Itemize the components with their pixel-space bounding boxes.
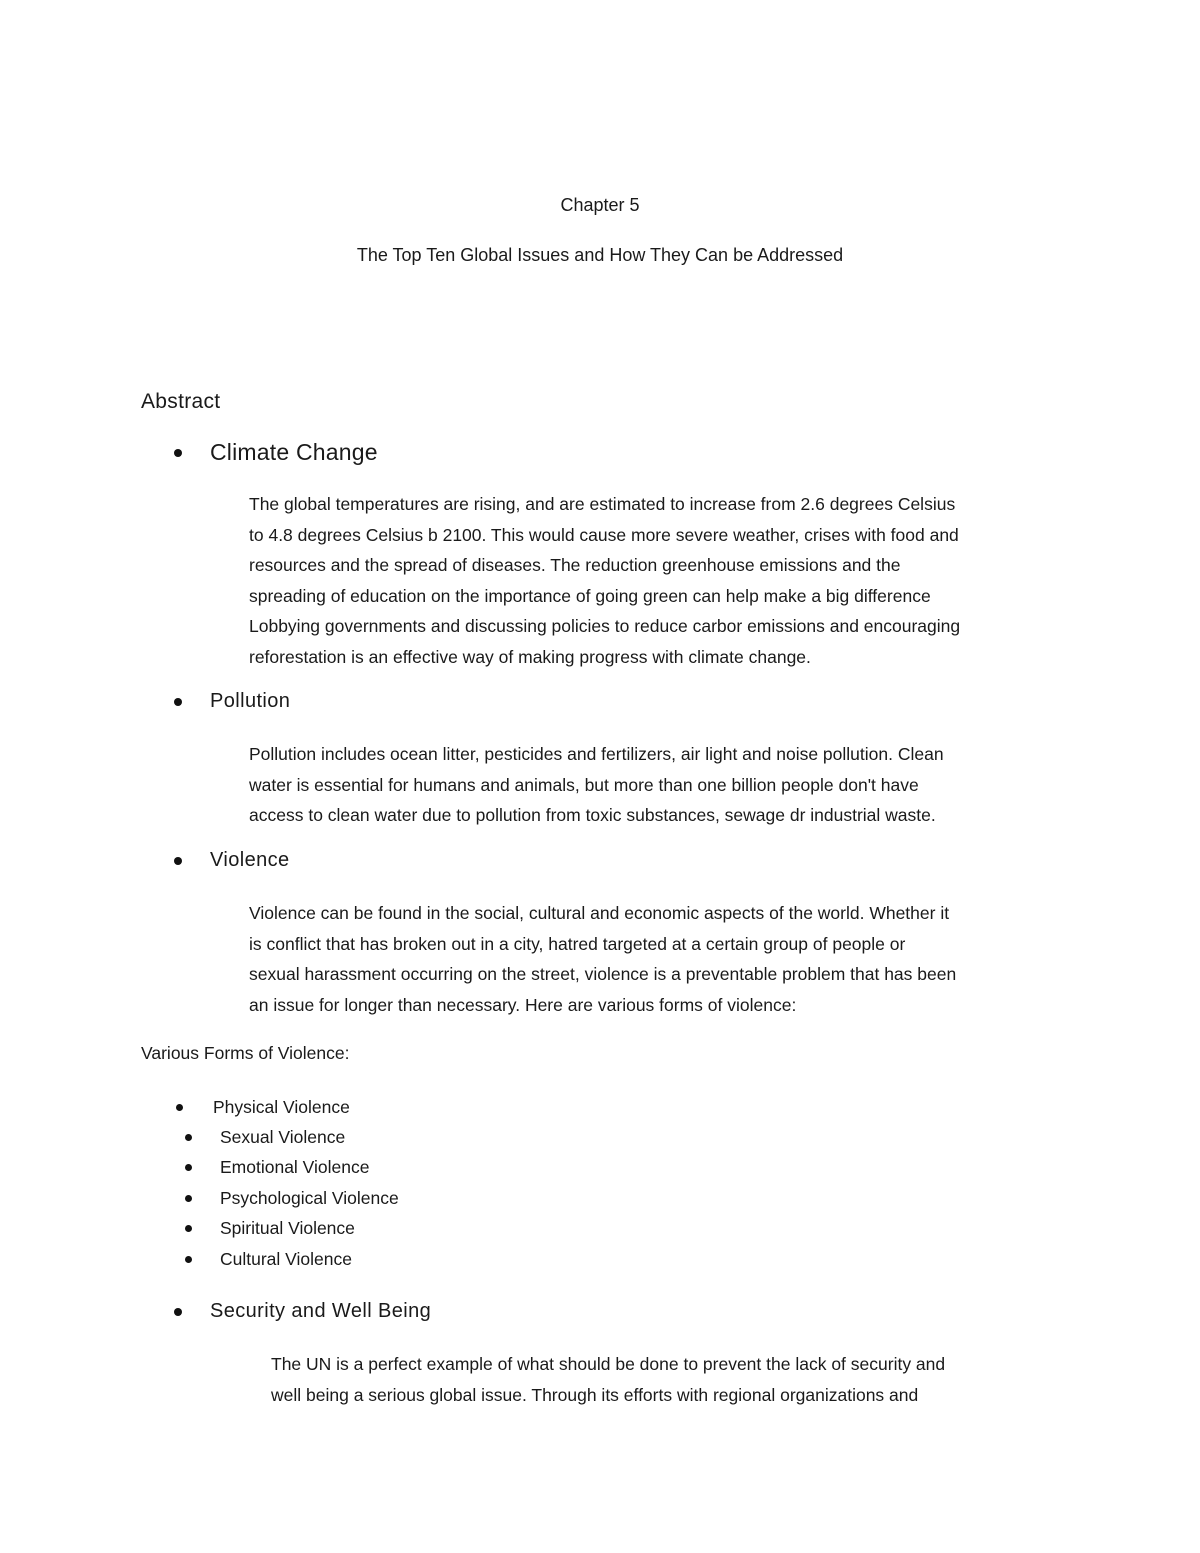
list-item (176, 1214, 399, 1244)
forms-of-violence-title: Various Forms of Violence: (141, 1043, 350, 1063)
bullet-icon (174, 449, 182, 457)
paragraph-line: Violence can be found in the social, cultural and economic aspects of the world. Whether it (249, 903, 950, 923)
section-heading-violence (174, 849, 290, 872)
paragraph-line: an issue for longer than necessary. Here are various forms of violence: (249, 994, 797, 1015)
section-heading-climate (174, 439, 378, 466)
bullet-icon (185, 1164, 192, 1171)
section-heading-label: Climate Change (210, 439, 378, 465)
bullet-icon (185, 1256, 192, 1263)
bullet-icon (185, 1134, 192, 1141)
paragraph-line: water is essential for humans and animals, but more than one billion people don't have (249, 774, 919, 795)
bullet-icon (174, 698, 182, 706)
list-item-label: Spiritual Violence (220, 1218, 355, 1239)
paragraph-line: The UN is a perfect example of what should be done to prevent the lack of security and (271, 1354, 946, 1374)
paragraph-line: resources and the spread of diseases. The reduction greenhouse emissions and the (249, 555, 901, 575)
paragraph-violence (249, 898, 956, 1020)
list-item (176, 1092, 399, 1122)
bullet-icon (176, 1104, 183, 1111)
section-heading-label: Pollution (210, 690, 291, 712)
section-heading-label: Violence (210, 849, 290, 871)
paragraph-line: access to clean water due to pollution from toxic substances, sewage dr industrial waste. (249, 805, 936, 825)
paragraph-climate (249, 489, 960, 672)
section-heading-security (174, 1300, 431, 1323)
bullet-icon (174, 857, 182, 865)
forms-of-violence-list (176, 1092, 399, 1274)
paragraph-line: sexual harassment occurring on the street, violence is a preventable problem that has been (249, 964, 957, 984)
paragraph-line: reforestation is an effective way of making progress with climate change. (249, 646, 811, 667)
paragraph-line: spreading of education on the importance of going green can help make a big difference (249, 585, 931, 606)
list-item-label: Psychological Violence (220, 1187, 399, 1208)
paragraph-pollution (249, 739, 944, 831)
list-item (176, 1244, 399, 1274)
paragraph-line: well being a serious global issue. Through its efforts with regional organizations and (271, 1384, 919, 1405)
bullet-icon (174, 1308, 182, 1316)
paragraph-line: is conflict that has broken out in a city, hatred targeted at a certain group of people or (249, 933, 906, 954)
section-heading-label: Security and Well Being (210, 1300, 432, 1322)
section-heading-pollution (174, 690, 290, 713)
list-item (176, 1153, 399, 1183)
paragraph-line: The global temperatures are rising, and are estimated to increase from 2.6 degrees Celsius (249, 494, 956, 514)
list-item (176, 1183, 399, 1213)
paragraph-line: to 4.8 degrees Celsius b 2100. This would cause more severe weather, crises with food and (249, 524, 959, 545)
bullet-icon (185, 1195, 192, 1202)
list-item-label: Emotional Violence (220, 1157, 370, 1178)
list-item-label: Sexual Violence (220, 1127, 346, 1148)
paragraph-security (271, 1349, 945, 1410)
chapter-label: Chapter 5 (560, 195, 640, 215)
bullet-icon (185, 1225, 192, 1232)
list-item (176, 1122, 399, 1152)
paragraph-line: Pollution includes ocean litter, pesticides and fertilizers, air light and noise pollution. Clean (249, 744, 944, 764)
list-item-label: Physical Violence (213, 1096, 350, 1117)
list-item-label: Cultural Violence (220, 1248, 352, 1269)
document-title: The Top Ten Global Issues and How They Can be Addressed (356, 245, 844, 265)
abstract-heading: Abstract (141, 390, 221, 413)
paragraph-line: Lobbying governments and discussing policies to reduce carbor emissions and encouraging (249, 616, 961, 636)
